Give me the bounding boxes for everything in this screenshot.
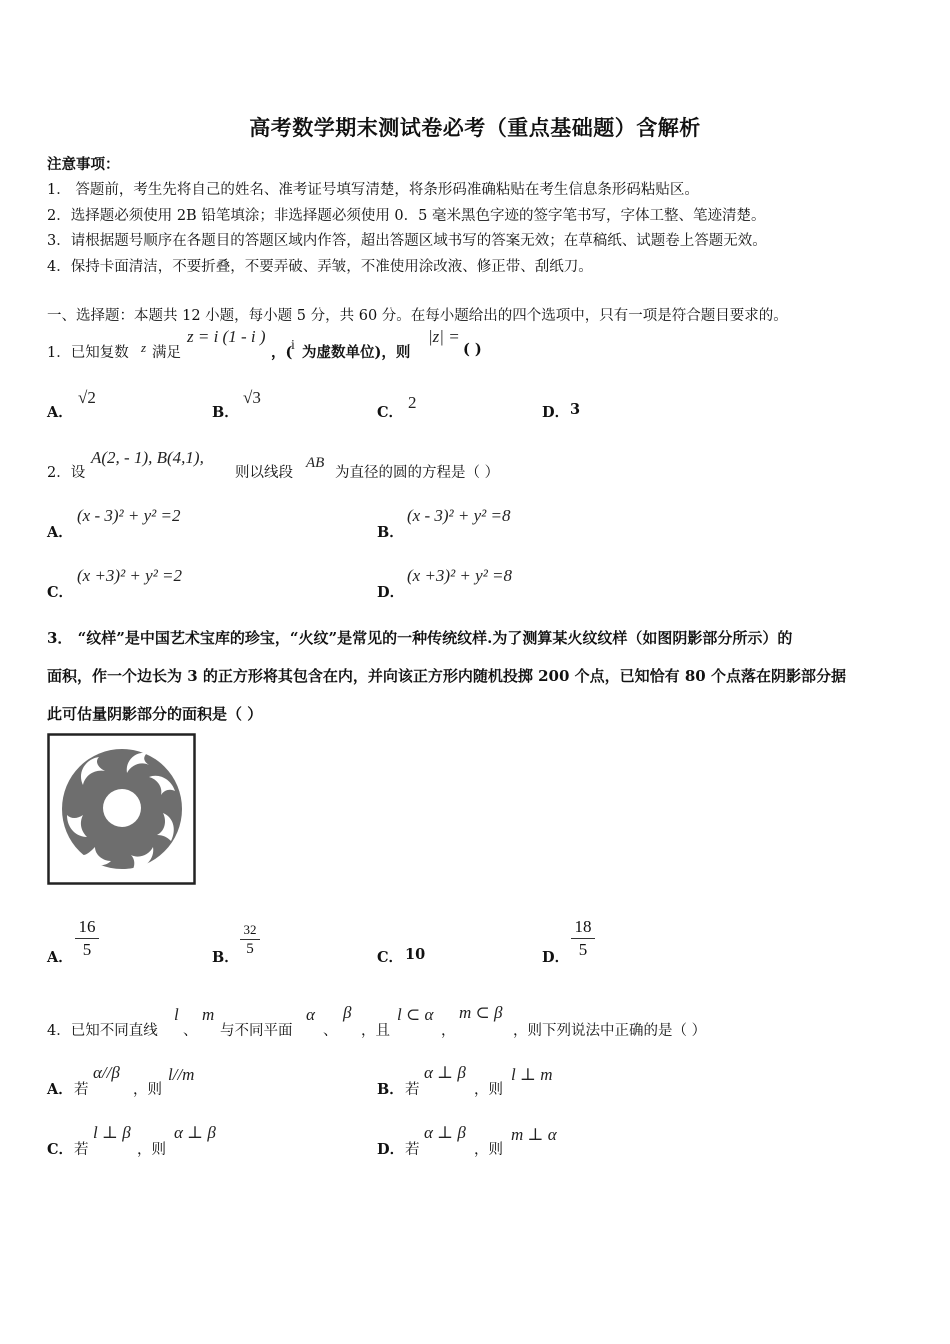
q4-option-b-result: l ⊥ m bbox=[511, 1065, 553, 1084]
note-item-3: 3．请根据题号顺序在各题目的答题区域内作答，超出答题区域书写的答案无效；在草稿纸、试题卷上答题无效。 bbox=[47, 233, 767, 249]
q3-option-a-label: A． bbox=[47, 949, 73, 966]
q3-option-b-numerator: 32 bbox=[243, 922, 257, 937]
note-item-4: 4．保持卡面清洁，不要折叠，不要弄破、弄皱，不准使用涂改液、修正带、刮纸刀。 bbox=[47, 259, 593, 275]
q3-option-c-label: C． bbox=[377, 949, 404, 966]
question-4-text-4: 、 bbox=[323, 1023, 338, 1039]
fraction-bar bbox=[75, 938, 99, 939]
question-4-text-7: ，则下列说法中正确的是（ ） bbox=[513, 1023, 707, 1039]
q4-option-c-label: C． bbox=[47, 1141, 74, 1158]
q1-option-c-label: C． bbox=[377, 404, 404, 421]
notes-heading: 注意事项： bbox=[47, 156, 120, 173]
page-title: 高考数学期末测试卷必考（重点基础题）含解析 bbox=[249, 115, 701, 140]
q3-option-d-numerator: 18 bbox=[574, 917, 592, 936]
q4-option-a-condition: α//β bbox=[93, 1063, 120, 1082]
q1-option-b-label: B． bbox=[212, 404, 239, 421]
question-3-line-1: 3． “纹样”是中国艺术宝库的珍宝，“火纹”是常见的一种传统纹样.为了测算某火纹纹样（如图阴影部分所示）的 bbox=[47, 629, 793, 647]
q4-option-b-condition: α ⊥ β bbox=[424, 1063, 466, 1082]
q2-option-c-label: C． bbox=[47, 584, 74, 601]
question-1-math-i: i bbox=[291, 338, 295, 353]
q3-option-d-fraction bbox=[571, 918, 595, 959]
q3-option-d-label: D． bbox=[542, 949, 570, 966]
question-1-text-5: ( ) bbox=[463, 341, 482, 358]
q4-option-d-label: D． bbox=[377, 1141, 405, 1158]
q3-option-d-denominator: 5 bbox=[578, 940, 588, 959]
q2-option-c-value: (x +3)² + y² =2 bbox=[77, 566, 183, 585]
question-2-text-1: 2．设 bbox=[47, 465, 86, 481]
note-item-1: 1． 答题前，考生先将自己的姓名、准考证号填写清楚，将条形码准确粘贴在考生信息条形码粘贴区。 bbox=[47, 182, 699, 198]
question-4-math-alpha: α bbox=[306, 1005, 315, 1024]
q3-option-a-numerator: 16 bbox=[78, 917, 96, 936]
q4-option-c-if: 若 bbox=[74, 1142, 89, 1158]
question-4-math-beta: β bbox=[343, 1003, 352, 1022]
question-1-math-modulus: |z| = bbox=[428, 327, 460, 346]
q2-option-a-value: (x - 3)² + y² =2 bbox=[77, 506, 181, 525]
question-4-text-2: 、 bbox=[183, 1023, 198, 1039]
question-2-math-ab: AB bbox=[306, 455, 325, 471]
q2-option-d-value: (x +3)² + y² =8 bbox=[407, 566, 513, 585]
q1-option-a-value: √2 bbox=[78, 388, 96, 407]
fire-pattern-figure bbox=[47, 733, 197, 886]
q4-option-c-condition: l ⊥ β bbox=[93, 1123, 131, 1142]
question-1-text-3: ，( bbox=[271, 344, 293, 361]
question-2-text-2: 则以线段 bbox=[235, 465, 293, 481]
question-3-line-2: 面积，作一个边长为 3 的正方形将其包含在内，并向该正方形内随机投掷 200 个点，已知恰有 80 个点落在阴影部分据 bbox=[47, 667, 846, 685]
q1-option-d-label: D． bbox=[542, 404, 570, 421]
q3-option-a-denominator: 5 bbox=[82, 940, 92, 959]
q2-option-a-label: A． bbox=[47, 524, 73, 541]
question-4-text-1: 4．已知不同直线 bbox=[47, 1023, 158, 1039]
q1-option-a-label: A． bbox=[47, 404, 73, 421]
q4-option-d-then: ，则 bbox=[474, 1142, 503, 1158]
question-1-text-2: 满足 bbox=[152, 345, 181, 361]
q4-option-a-result: l//m bbox=[168, 1065, 195, 1084]
question-4-text-3: 与不同平面 bbox=[220, 1023, 293, 1039]
q2-option-b-label: B． bbox=[377, 524, 404, 541]
q4-option-b-label: B． bbox=[377, 1081, 404, 1098]
question-2-math-points: A(2, - 1), B(4,1), bbox=[91, 448, 204, 467]
q3-option-b-denominator: 5 bbox=[246, 941, 254, 957]
question-4-math-m-in-beta: m ⊂ β bbox=[459, 1003, 503, 1022]
q1-option-c-value: 2 bbox=[408, 393, 417, 412]
q3-option-b-label: B． bbox=[212, 949, 239, 966]
question-1-math-equation: z = i (1 - i ) bbox=[187, 327, 266, 346]
q2-option-b-value: (x - 3)² + y² =8 bbox=[407, 506, 511, 525]
q1-option-d-value: 3 bbox=[570, 401, 581, 418]
q3-option-b-fraction bbox=[240, 923, 260, 956]
question-1-text-1: 1．已知复数 bbox=[47, 345, 129, 361]
question-2-text-3: 为直径的圆的方程是（ ） bbox=[335, 465, 500, 481]
q4-option-a-if: 若 bbox=[74, 1082, 89, 1098]
question-1-math-z: z bbox=[141, 340, 147, 355]
q4-option-d-condition: α ⊥ β bbox=[424, 1123, 466, 1142]
q4-option-c-result: α ⊥ β bbox=[174, 1123, 216, 1142]
q3-option-c-value: 10 bbox=[405, 946, 426, 963]
question-1-text-4: 为虚数单位)，则 bbox=[302, 344, 411, 361]
q4-option-b-then: ，则 bbox=[474, 1082, 503, 1098]
question-4-math-l: l bbox=[174, 1005, 179, 1024]
question-4-text-5: ，且 bbox=[361, 1023, 390, 1039]
q2-option-d-label: D． bbox=[377, 584, 405, 601]
question-4-math-l-in-alpha: l ⊂ α bbox=[397, 1005, 434, 1024]
note-item-2: 2．选择题必须使用 2B 铅笔填涂；非选择题必须使用 0．5 毫米黑色字迹的签字笔书写，字体工整、笔迹清楚。 bbox=[47, 208, 766, 224]
q4-option-b-if: 若 bbox=[405, 1082, 420, 1098]
question-4-math-m: m bbox=[202, 1005, 215, 1024]
q4-option-a-then: ，则 bbox=[133, 1082, 162, 1098]
question-4-text-6: ， bbox=[441, 1023, 456, 1039]
section-heading: 一、选择题：本题共 12 小题，每小题 5 分，共 60 分。在每小题给出的四个选项中，只有一项是符合题目要求的。 bbox=[47, 308, 788, 324]
question-3-line-3: 此可估量阴影部分的面积是（ ） bbox=[47, 705, 263, 723]
q1-option-b-value: √3 bbox=[243, 388, 261, 407]
q3-option-a-fraction bbox=[75, 918, 99, 959]
q4-option-a-label: A． bbox=[47, 1081, 73, 1098]
q4-option-c-then: ，则 bbox=[137, 1142, 166, 1158]
q4-option-d-result: m ⊥ α bbox=[511, 1125, 557, 1144]
fraction-bar bbox=[571, 938, 595, 939]
fraction-bar bbox=[240, 939, 260, 940]
q4-option-d-if: 若 bbox=[405, 1142, 420, 1158]
